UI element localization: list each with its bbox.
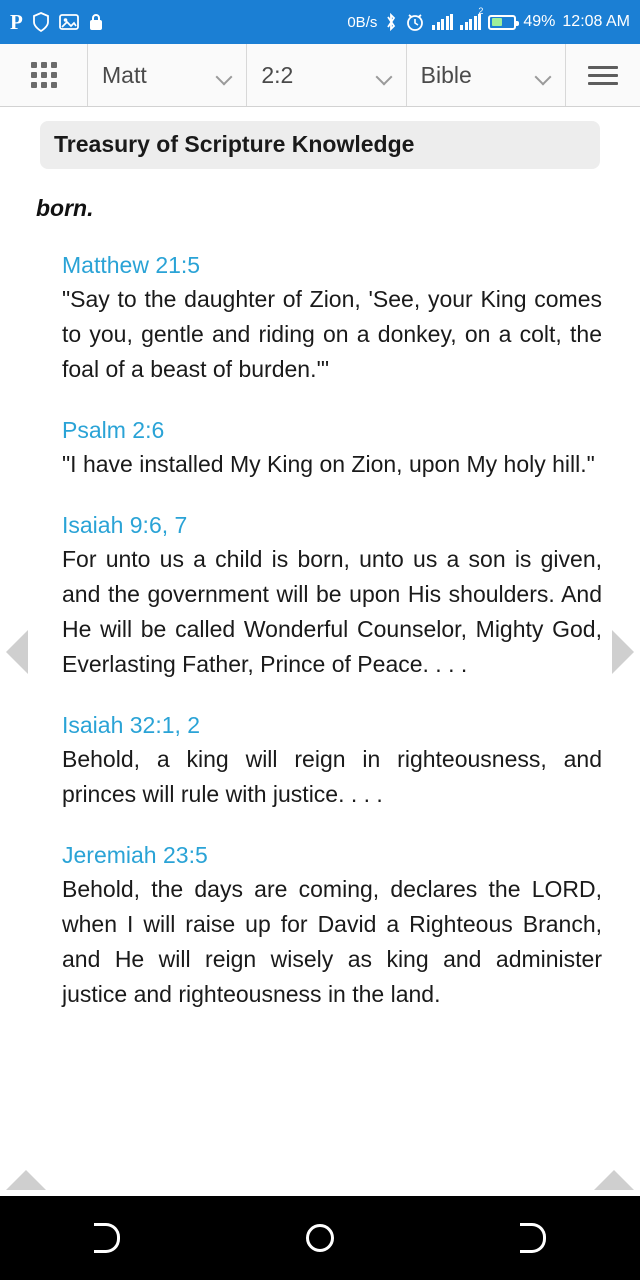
android-recents-icon (520, 1223, 546, 1253)
book-selector-label: Matt (102, 61, 147, 88)
sim-slot-label: 2 (478, 6, 484, 16)
chevron-down-icon (217, 71, 232, 80)
chevron-down-icon (377, 71, 392, 80)
list-item (62, 842, 602, 1012)
app-grid-button[interactable] (0, 44, 88, 106)
chapter-verse-selector[interactable] (247, 44, 406, 106)
list-item (62, 417, 602, 482)
app-toolbar (0, 44, 640, 107)
reference-link[interactable]: Psalm 2:6 (62, 417, 165, 443)
content-area[interactable] (0, 107, 640, 1196)
reference-link[interactable]: Isaiah 32:1, 2 (62, 712, 201, 738)
image-icon (59, 13, 79, 31)
reference-link[interactable]: Isaiah 9:6, 7 (62, 512, 188, 538)
p-logo-icon: P (10, 9, 23, 34)
alarm-icon (405, 12, 425, 32)
lemma-word: born. (36, 195, 94, 221)
android-back-button[interactable] (67, 1196, 147, 1280)
reference-text: "Say to the daughter of Zion, 'See, your King comes to you, gentle and riding on a donkey, on a colt, the foal of a beast of burden.'" (62, 286, 602, 382)
android-recents-button[interactable] (493, 1196, 573, 1280)
version-selector-label: Bible (420, 61, 472, 88)
reference-link[interactable]: Matthew 21:5 (62, 252, 201, 278)
chevron-down-icon (536, 71, 551, 80)
reference-text: For unto us a child is born, unto us a son is given, and the government will be upon His shoulders. And He will be called Wonderful Counselor, Mighty God, Everlasting Father, Prince of Peace. . . . (62, 546, 602, 677)
android-navigation-bar (0, 1196, 640, 1280)
reference-text: Behold, the days are coming, declares the LORD, when I will raise up for David a Righteous Branch, and He will reign wisely as king and administer justice and righteousness in the land. (62, 876, 602, 1007)
scroll-down-left-arrow-icon[interactable] (6, 1170, 46, 1190)
signal-bars-icon (432, 14, 453, 30)
network-speed-text: 0B/s (347, 13, 378, 31)
book-selector[interactable] (88, 44, 247, 106)
lock-icon (88, 12, 104, 32)
battery-icon (488, 15, 516, 30)
status-bar (0, 0, 640, 44)
cross-reference-list (62, 252, 602, 1012)
scroll-down-right-arrow-icon[interactable] (594, 1170, 634, 1190)
reference-text: Behold, a king will reign in righteousness, and princes will rule with justice. . . . (62, 746, 602, 807)
shield-icon (32, 12, 50, 32)
hamburger-menu-icon (588, 61, 618, 90)
section-title: Treasury of Scripture Knowledge (40, 121, 600, 169)
chapter-verse-label: 2:2 (261, 61, 294, 88)
version-selector[interactable] (407, 44, 566, 106)
prev-page-arrow-icon[interactable] (6, 630, 28, 674)
android-home-button[interactable] (280, 1196, 360, 1280)
scroll-area[interactable] (0, 107, 640, 1196)
signal-bars-sim2-icon (460, 6, 484, 30)
android-home-icon (306, 1224, 334, 1252)
status-bar-clock: 12:08 AM (562, 13, 630, 30)
reference-link[interactable]: Jeremiah 23:5 (62, 842, 208, 868)
battery-fill (492, 18, 502, 26)
next-page-arrow-icon[interactable] (612, 630, 634, 674)
battery-percent-label: 49% (523, 13, 556, 30)
list-item (62, 712, 602, 812)
reference-text: "I have installed My King on Zion, upon My holy hill." (62, 451, 595, 477)
bluetooth-icon (384, 12, 398, 32)
status-bar-right-icons (347, 6, 630, 32)
app-grid-icon (31, 62, 57, 88)
list-item (62, 512, 602, 682)
status-bar-left-icons (10, 9, 104, 34)
android-back-icon (94, 1223, 120, 1253)
menu-button[interactable] (566, 44, 640, 106)
list-item (62, 252, 602, 387)
